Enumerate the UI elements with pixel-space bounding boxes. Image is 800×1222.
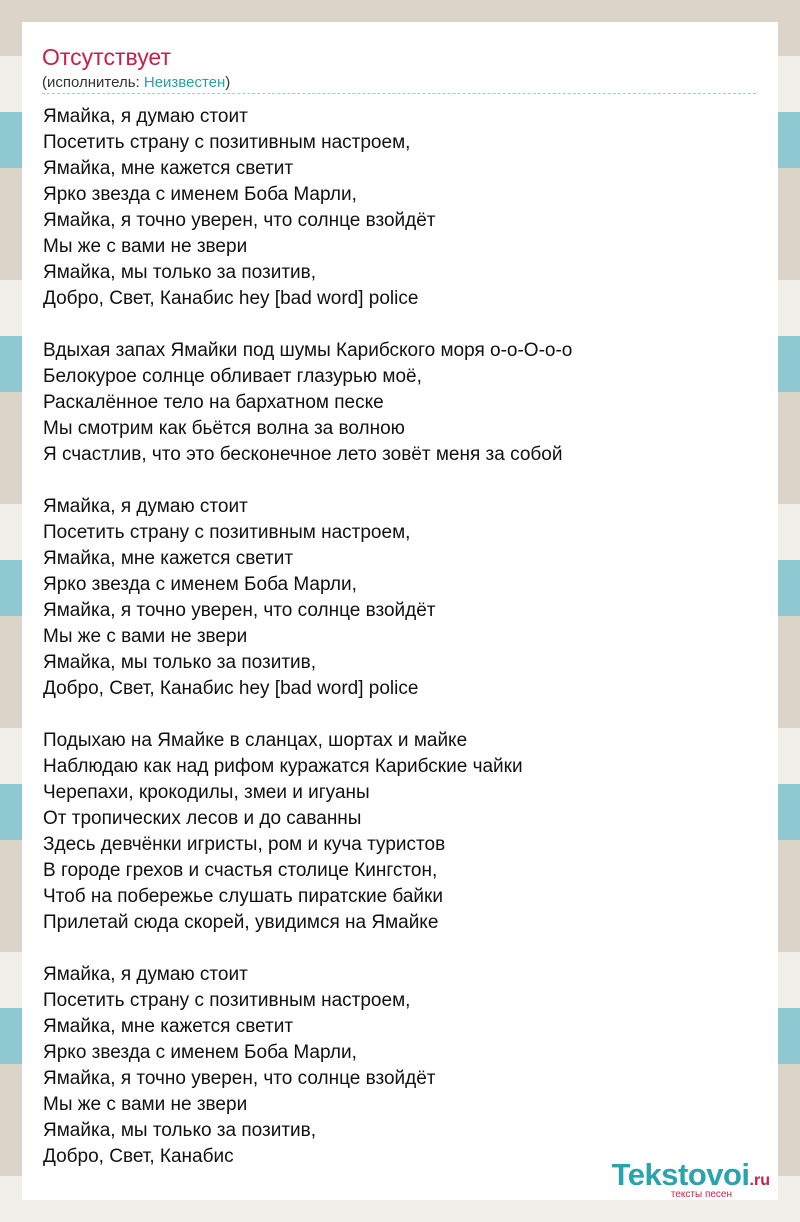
lyrics-line: Ямайка, мы только за позитив, [43, 1120, 317, 1141]
lyrics-line: Ямайка, я точно уверен, что солнце взойдёт [43, 210, 436, 231]
song-title: Отсутствует [42, 44, 171, 70]
lyrics-line: Добро, Свет, Канабис hey [bad word] police [43, 678, 419, 699]
lyrics-stanza [43, 962, 757, 1170]
lyrics-line: Мы смотрим как бьётся волна за волною [43, 418, 405, 439]
lyrics-line: Посетить страну с позитивным настроем, [43, 132, 411, 153]
site-logo[interactable] [560, 1158, 770, 1200]
artist-link[interactable]: Неизвестен [143, 74, 226, 91]
artist-prefix: (исполнитель: [42, 74, 144, 91]
lyrics-line: Мы же с вами не звери [43, 1094, 248, 1115]
lyrics-line: Ямайка, мы только за позитив, [43, 652, 317, 673]
lyrics-line: Ямайка, мы только за позитив, [43, 262, 317, 283]
lyrics-body [43, 104, 757, 1196]
artist-line [42, 73, 230, 93]
lyrics-line: Добро, Свет, Канабис [43, 1146, 234, 1167]
lyrics-line: Ярко звезда с именем Боба Марли, [43, 574, 357, 595]
lyrics-line: Мы же с вами не звери [43, 236, 248, 257]
lyrics-line: Ярко звезда с именем Боба Марли, [43, 184, 357, 205]
lyrics-card [22, 22, 778, 1200]
lyrics-stanza [43, 338, 757, 468]
lyrics-line: Чтоб на побережье слушать пиратские байки [43, 886, 443, 907]
lyrics-stanza [43, 104, 757, 312]
title-divider [42, 93, 756, 94]
lyrics-line: Ямайка, я думаю стоит [43, 964, 248, 985]
lyrics-line: Ямайка, я точно уверен, что солнце взойдёт [43, 600, 436, 621]
lyrics-line: Добро, Свет, Канабис hey [bad word] police [43, 288, 419, 309]
lyrics-line: Вдыхая запах Ямайки под шумы Карибского моря о-о-О-о-о [43, 340, 573, 361]
lyrics-stanza [43, 728, 757, 936]
lyrics-line: Здесь девчёнки игристы, ром и куча туристов [43, 834, 446, 855]
lyrics-line: Ямайка, мне кажется светит [43, 548, 294, 569]
lyrics-line: Ямайка, мне кажется светит [43, 158, 294, 179]
logo-tagline: тексты песен [670, 1189, 732, 1200]
lyrics-line: В городе грехов и счастья столице Кингстон, [43, 860, 438, 881]
lyrics-line: Черепахи, крокодилы, змеи и игуаны [43, 782, 370, 803]
artist-suffix: ) [225, 74, 231, 91]
lyrics-line: От тропических лесов и до саванны [43, 808, 362, 829]
lyrics-line: Мы же с вами не звери [43, 626, 248, 647]
logo-brand: Tekstovoi [611, 1157, 750, 1192]
lyrics-line: Белокурое солнце обливает глазурью моё, [43, 366, 422, 387]
lyrics-stanza [43, 494, 757, 702]
lyrics-line: Я счастлив, что это бесконечное лето зовёт меня за собой [43, 444, 563, 465]
lyrics-line: Ямайка, я точно уверен, что солнце взойдёт [43, 1068, 436, 1089]
lyrics-line: Ямайка, мне кажется светит [43, 1016, 294, 1037]
lyrics-line: Прилетай сюда скорей, увидимся на Ямайке [43, 912, 439, 933]
lyrics-line: Наблюдаю как над рифом куражатся Карибские чайки [43, 756, 523, 777]
lyrics-line: Ярко звезда с именем Боба Марли, [43, 1042, 357, 1063]
lyrics-line: Подыхаю на Ямайке в сланцах, шортах и майке [43, 730, 468, 751]
lyrics-line: Раскалённое тело на бархатном песке [43, 392, 384, 413]
lyrics-line: Ямайка, я думаю стоит [43, 106, 248, 127]
lyrics-line: Посетить страну с позитивным настроем, [43, 522, 411, 543]
logo-tld: .ru [749, 1172, 770, 1189]
lyrics-line: Ямайка, я думаю стоит [43, 496, 248, 517]
lyrics-line: Посетить страну с позитивным настроем, [43, 990, 411, 1011]
